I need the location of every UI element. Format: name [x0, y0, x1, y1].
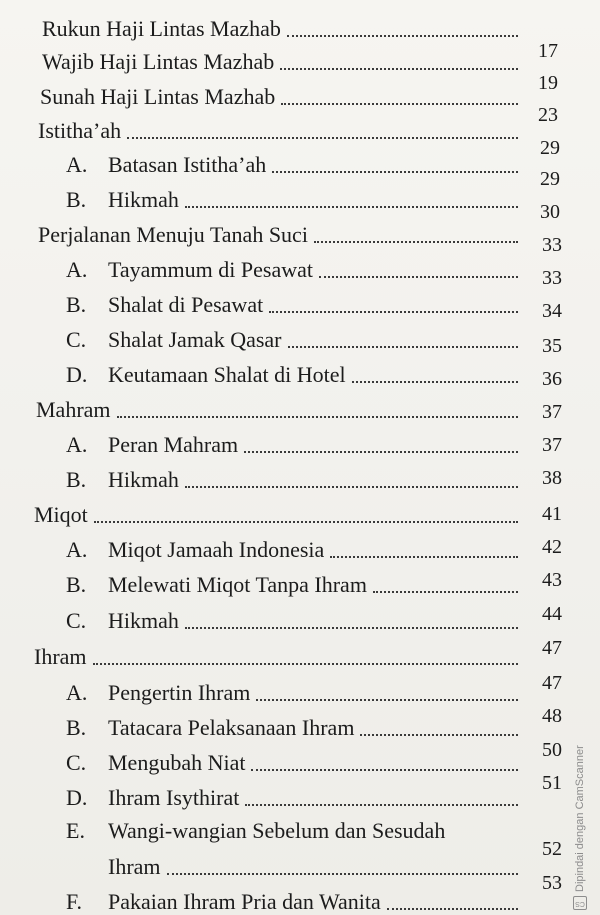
dot-leader	[373, 590, 518, 593]
toc-entry	[66, 288, 524, 318]
toc-title: Wajib Haji Lintas Mazhab	[42, 49, 275, 74]
toc-page-number: 29	[540, 168, 560, 190]
toc-page-number: 47	[542, 637, 562, 659]
toc-title: Pakaian Ihram Pria dan Wanita	[108, 889, 381, 914]
toc-title: Istitha’ah	[38, 118, 122, 143]
toc-letter: B.	[66, 292, 87, 317]
toc-page-number: 23	[538, 104, 558, 126]
dot-leader	[244, 450, 518, 453]
toc-entry	[36, 393, 524, 423]
toc-entry	[66, 818, 445, 844]
toc-entry	[66, 781, 524, 811]
toc-title: Shalat di Pesawat	[108, 292, 264, 317]
toc-letter: C.	[66, 608, 87, 633]
toc-page-number: 51	[542, 772, 562, 794]
dot-leader	[185, 205, 518, 208]
toc-entry	[66, 676, 524, 706]
toc-entry	[38, 114, 524, 144]
toc-entry	[66, 323, 524, 353]
toc-page-number: 52	[542, 838, 562, 860]
dot-leader	[127, 136, 518, 139]
toc-title: Mahram	[36, 397, 111, 422]
toc-letter: A.	[66, 257, 88, 282]
dot-leader	[281, 102, 518, 105]
toc-title: Perjalanan Menuju Tanah Suci	[38, 222, 308, 247]
toc-page-number: 44	[542, 603, 562, 625]
toc-title: Tatacara Pelaksanaan Ihram	[108, 715, 355, 740]
toc-letter: D.	[66, 785, 88, 810]
toc-letter: B.	[66, 467, 87, 492]
dot-leader	[269, 310, 518, 313]
dot-leader	[245, 803, 518, 806]
toc-page-number: 35	[542, 335, 562, 357]
toc-letter: F.	[66, 889, 82, 914]
toc-page-number: 19	[538, 72, 558, 94]
toc-title: Hikmah	[108, 467, 179, 492]
toc-title: Tayammum di Pesawat	[108, 257, 313, 282]
toc-page-number: 30	[540, 201, 560, 223]
toc-entry	[66, 463, 524, 493]
toc-letter: B.	[66, 187, 87, 212]
toc-entry	[42, 12, 524, 42]
dot-leader	[117, 415, 518, 418]
watermark-text: Dipindai dengan CamScanner	[574, 745, 586, 892]
toc-letter: E.	[66, 818, 85, 843]
toc-title: Peran Mahram	[108, 432, 239, 457]
toc-page-number: 53	[542, 872, 562, 894]
toc-title: Miqot	[34, 502, 88, 527]
toc-letter: A.	[66, 537, 88, 562]
dot-leader	[185, 626, 518, 629]
dot-leader	[319, 275, 518, 278]
dot-leader	[387, 907, 518, 910]
toc-entry	[34, 640, 524, 670]
toc-entry	[66, 568, 524, 598]
toc-title: Sunah Haji Lintas Mazhab	[40, 84, 276, 109]
toc-entry	[66, 885, 524, 915]
toc-page-number: 37	[542, 401, 562, 423]
toc-title: Hikmah	[108, 608, 179, 633]
toc-letter: B.	[66, 572, 87, 597]
toc-page-number: 41	[542, 503, 562, 525]
toc-title: Miqot Jamaah Indonesia	[108, 537, 325, 562]
toc-page-number: 37	[542, 434, 562, 456]
toc-page-number: 50	[542, 739, 562, 761]
toc-letter: D.	[66, 362, 88, 387]
toc-entry	[38, 218, 524, 248]
toc-title: Melewati Miqot Tanpa Ihram	[108, 572, 367, 597]
toc-entry	[66, 746, 524, 776]
toc-entry	[66, 428, 524, 458]
toc-page-number: 48	[542, 705, 562, 727]
camscanner-logo-icon: CS	[573, 896, 587, 910]
toc-title: Mengubah Niat	[108, 750, 246, 775]
toc-entry	[34, 498, 524, 528]
toc-entry	[40, 80, 524, 110]
toc-entry	[66, 183, 524, 213]
toc-page-number: 33	[542, 234, 562, 256]
toc-page-number: 42	[542, 536, 562, 558]
dot-leader	[93, 662, 518, 665]
toc-page-number: 36	[542, 368, 562, 390]
toc-title: Keutamaan Shalat di Hotel	[108, 362, 346, 387]
dot-leader	[352, 380, 518, 383]
toc-page-number: 38	[542, 467, 562, 489]
toc-title: Ihram	[34, 644, 87, 669]
toc-title: Wangi-wangian Sebelum dan Sesudah	[108, 818, 446, 843]
dot-leader	[287, 34, 518, 37]
toc-page-number: 33	[542, 267, 562, 289]
toc-letter: C.	[66, 750, 87, 775]
toc-entry-continuation	[108, 850, 524, 880]
dot-leader	[272, 170, 518, 173]
toc-entry	[66, 358, 524, 388]
toc-letter: C.	[66, 327, 87, 352]
toc-page-number: 47	[542, 672, 562, 694]
toc-page-number: 34	[542, 300, 562, 322]
toc-title: Batasan Istitha’ah	[108, 152, 267, 177]
camscanner-watermark	[570, 730, 590, 910]
dot-leader	[360, 733, 518, 736]
dot-leader	[280, 67, 518, 70]
toc-page-number: 29	[540, 137, 560, 159]
toc-title: Rukun Haji Lintas Mazhab	[42, 16, 281, 41]
toc-title: Pengertin Ihram	[108, 680, 251, 705]
toc-letter: A.	[66, 152, 88, 177]
toc-page-number: 17	[538, 40, 558, 62]
toc-title: Shalat Jamak Qasar	[108, 327, 282, 352]
toc-title: Hikmah	[108, 187, 179, 212]
toc-letter: B.	[66, 715, 87, 740]
toc-letter: A.	[66, 432, 88, 457]
toc-entry	[66, 253, 524, 283]
dot-leader	[251, 768, 518, 771]
dot-leader	[94, 520, 518, 523]
toc-entry	[66, 711, 524, 741]
toc-entry	[66, 533, 524, 563]
dot-leader	[256, 698, 518, 701]
toc-entry	[66, 604, 524, 634]
dot-leader	[288, 345, 519, 348]
toc-entry	[66, 148, 524, 178]
dot-leader	[167, 872, 518, 875]
toc-page-number: 43	[542, 569, 562, 591]
dot-leader	[330, 555, 518, 558]
toc-entry	[42, 45, 524, 75]
dot-leader	[185, 485, 518, 488]
toc-title-continuation: Ihram	[108, 854, 161, 879]
dot-leader	[314, 240, 518, 243]
toc-letter: A.	[66, 680, 88, 705]
toc-title: Ihram Isythirat	[108, 785, 240, 810]
